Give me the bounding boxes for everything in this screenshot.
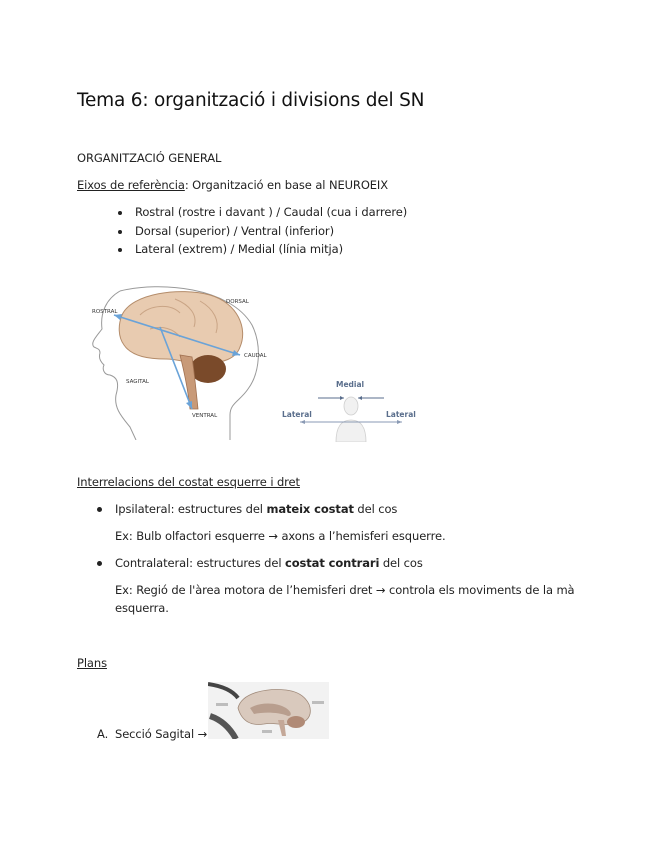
bullet-dot (118, 248, 122, 252)
contra-text-end: del cos (379, 556, 423, 570)
bullet-dot (97, 561, 102, 566)
plans-item-text: Secció Sagital → (115, 727, 208, 741)
arrowhead (358, 396, 362, 400)
tiny-label-left (216, 703, 228, 706)
sagittal-section-image (208, 682, 329, 739)
label-sagital: SAGITAL (126, 379, 149, 385)
page-title: Tema 6: organització i divisions del SN (77, 90, 425, 111)
cerebellum (190, 355, 226, 383)
person-body (336, 420, 366, 442)
arrowhead-ventral (186, 401, 192, 409)
label-medial: Medial (336, 380, 365, 389)
ipsilateral-example: Ex: Bulb olfactori esquerre → axons a l’hemisferi esquerre. (115, 529, 446, 543)
axes-item: Dorsal (superior) / Ventral (inferior) (135, 224, 334, 238)
arrowhead (300, 420, 305, 424)
medial-lateral-figure (278, 378, 423, 442)
axes-rest: : Organització en base al NEUROEIX (184, 178, 389, 192)
contralateral-example-line1: Ex: Regió de l'àrea motora de l’hemisferi dret → controla els moviments de la mà (115, 583, 575, 597)
contralateral-line (115, 556, 423, 570)
contralateral-example-line2: esquerra. (115, 601, 169, 615)
label-caudal: CAUDAL (244, 353, 267, 359)
label-ventral: VENTRAL (192, 413, 218, 419)
ipsi-bold: mateix costat (266, 502, 354, 516)
plans-item-marker: A. (97, 727, 109, 741)
section-heading-interrelations: Interrelacions del costat esquerre i dret (77, 475, 300, 489)
ipsilateral-line (115, 502, 397, 516)
bullet-dot (118, 211, 122, 215)
arrowhead (340, 396, 344, 400)
brain-axes-figure (80, 285, 270, 440)
axes-line (77, 178, 388, 192)
bullet-dot (97, 507, 102, 512)
contra-text: Contralateral: estructures del (115, 556, 286, 570)
cerebellum-small (287, 716, 305, 728)
brain-shape (119, 292, 242, 364)
person-head (344, 397, 358, 415)
label-rostral: ROSTRAL (92, 309, 118, 315)
ipsi-text: Ipsilateral: estructures del (115, 502, 267, 516)
label-lateral-left: Lateral (282, 410, 312, 419)
axes-item: Lateral (extrem) / Medial (línia mitja) (135, 242, 343, 256)
axes-item: Rostral (rostre i davant ) / Caudal (cua i darrere) (135, 205, 408, 219)
contra-bold: costat contrari (285, 556, 380, 570)
tiny-label-bottom (262, 730, 272, 733)
tiny-label-right (312, 701, 324, 704)
axes-label: Eixos de referència (77, 178, 185, 192)
section-heading-general: ORGANITZACIÓ GENERAL (77, 151, 222, 165)
arrowhead (397, 420, 402, 424)
bullet-dot (118, 230, 122, 234)
label-lateral-right: Lateral (386, 410, 416, 419)
section-heading-plans: Plans (77, 656, 107, 670)
ipsi-text-end: del cos (353, 502, 398, 516)
label-dorsal: DORSAL (226, 299, 249, 305)
